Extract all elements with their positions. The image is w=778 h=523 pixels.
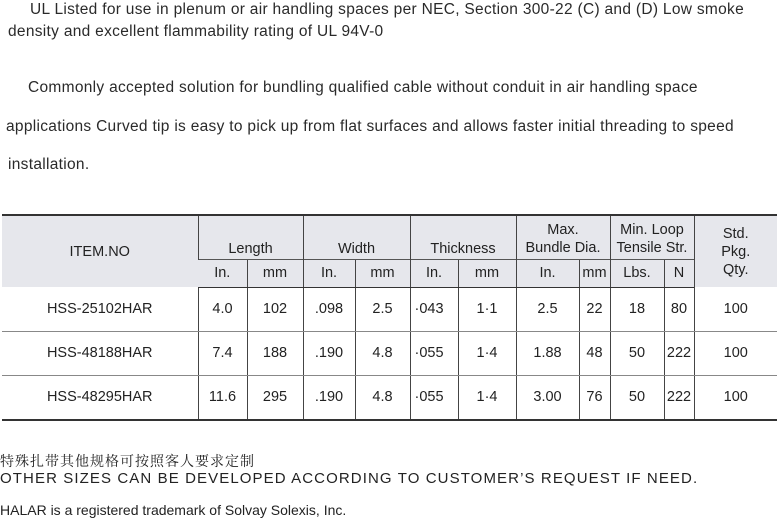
unit-length-in: In. <box>198 259 247 287</box>
cell-tensile-n: 222 <box>664 375 694 420</box>
cell-thickness-in: ·055 <box>410 331 458 375</box>
header-bundle-dia <box>516 215 610 259</box>
unit-tensile-lbs: Lbs. <box>610 259 664 287</box>
header-thickness: Thickness <box>410 215 516 259</box>
cell-bundle-mm: 76 <box>579 375 610 420</box>
header-width: Width <box>303 215 410 259</box>
cell-length-mm: 188 <box>247 331 303 375</box>
cell-width-in: .190 <box>303 375 355 420</box>
cell-pkg-qty: 100 <box>694 375 777 420</box>
intro-line-2: density and excellent flammability rating of UL 94V-0 <box>8 23 384 40</box>
cell-item: HSS-48188HAR <box>2 331 198 375</box>
cell-width-mm: 4.8 <box>355 331 410 375</box>
cell-width-mm: 4.8 <box>355 375 410 420</box>
cell-width-in: .190 <box>303 331 355 375</box>
cell-width-mm: 2.5 <box>355 287 410 331</box>
cell-item: HSS-25102HAR <box>2 287 198 331</box>
cell-item: HSS-48295HAR <box>2 375 198 420</box>
unit-length-mm: mm <box>247 259 303 287</box>
unit-width-in: In. <box>303 259 355 287</box>
unit-thickness-mm: mm <box>458 259 516 287</box>
intro-line-5: installation. <box>8 156 90 173</box>
intro-line-1: UL Listed for use in plenum or air handling spaces per NEC, Section 300-22 (C) and (D) Low smoke <box>30 1 745 18</box>
cell-width-in: .098 <box>303 287 355 331</box>
header-pkg-line1: Std. <box>722 225 749 242</box>
header-pkg-qty <box>694 215 777 287</box>
header-loop-line2: Tensile Str. <box>616 239 688 256</box>
chinese-custom-note: 特殊扎带其他规格可按照客人要求定制 <box>0 453 255 469</box>
table-row <box>2 287 777 331</box>
unit-bundle-mm: mm <box>579 259 610 287</box>
cell-length-in: 4.0 <box>198 287 247 331</box>
cell-tensile-n: 222 <box>664 331 694 375</box>
cell-tensile-n: 80 <box>664 287 694 331</box>
cell-length-mm: 102 <box>247 287 303 331</box>
cell-length-in: 11.6 <box>198 375 247 420</box>
unit-bundle-in: In. <box>516 259 579 287</box>
unit-width-mm: mm <box>355 259 410 287</box>
cell-pkg-qty: 100 <box>694 331 777 375</box>
unit-thickness-in: In. <box>410 259 458 287</box>
header-pkg-line2: Pkg. <box>721 243 751 260</box>
cell-bundle-in: 2.5 <box>516 287 579 331</box>
cell-thickness-mm: 1·4 <box>458 331 516 375</box>
cell-bundle-in: 1.88 <box>516 331 579 375</box>
table-row <box>2 375 777 420</box>
unit-tensile-n: N <box>664 259 694 287</box>
header-pkg-line3: Qty. <box>722 261 749 278</box>
intro-line-4: applications Curved tip is easy to pick up from flat surfaces and allows faster initial threading to speed <box>6 118 734 135</box>
cell-thickness-in: ·043 <box>410 287 458 331</box>
header-length: Length <box>198 215 303 259</box>
other-sizes-note: OTHER SIZES CAN BE DEVELOPED ACCORDING TO CUSTOMER’S REQUEST IF NEED. <box>0 470 699 487</box>
cell-thickness-mm: 1·4 <box>458 375 516 420</box>
header-tensile <box>610 215 694 259</box>
trademark-note: HALAR is a registered trademark of Solvay Solexis, Inc. <box>0 502 347 518</box>
header-item-no: ITEM.NO <box>69 243 130 260</box>
cell-tensile-lbs: 18 <box>610 287 664 331</box>
cell-bundle-in: 3.00 <box>516 375 579 420</box>
table-row <box>2 331 777 375</box>
header-bundle-line1: Max. <box>547 221 579 238</box>
cell-length-in: 7.4 <box>198 331 247 375</box>
cell-length-mm: 295 <box>247 375 303 420</box>
header-loop-line1: Min. Loop <box>620 221 684 238</box>
cell-pkg-qty: 100 <box>694 287 777 331</box>
cell-tensile-lbs: 50 <box>610 331 664 375</box>
header-bundle-line2: Bundle Dia. <box>525 239 601 256</box>
cell-thickness-mm: 1·1 <box>458 287 516 331</box>
cell-thickness-in: ·055 <box>410 375 458 420</box>
cell-bundle-mm: 48 <box>579 331 610 375</box>
spec-table <box>2 214 777 421</box>
cell-bundle-mm: 22 <box>579 287 610 331</box>
intro-line-3: Commonly accepted solution for bundling qualified cable without conduit in air handling space <box>28 79 698 96</box>
cell-tensile-lbs: 50 <box>610 375 664 420</box>
